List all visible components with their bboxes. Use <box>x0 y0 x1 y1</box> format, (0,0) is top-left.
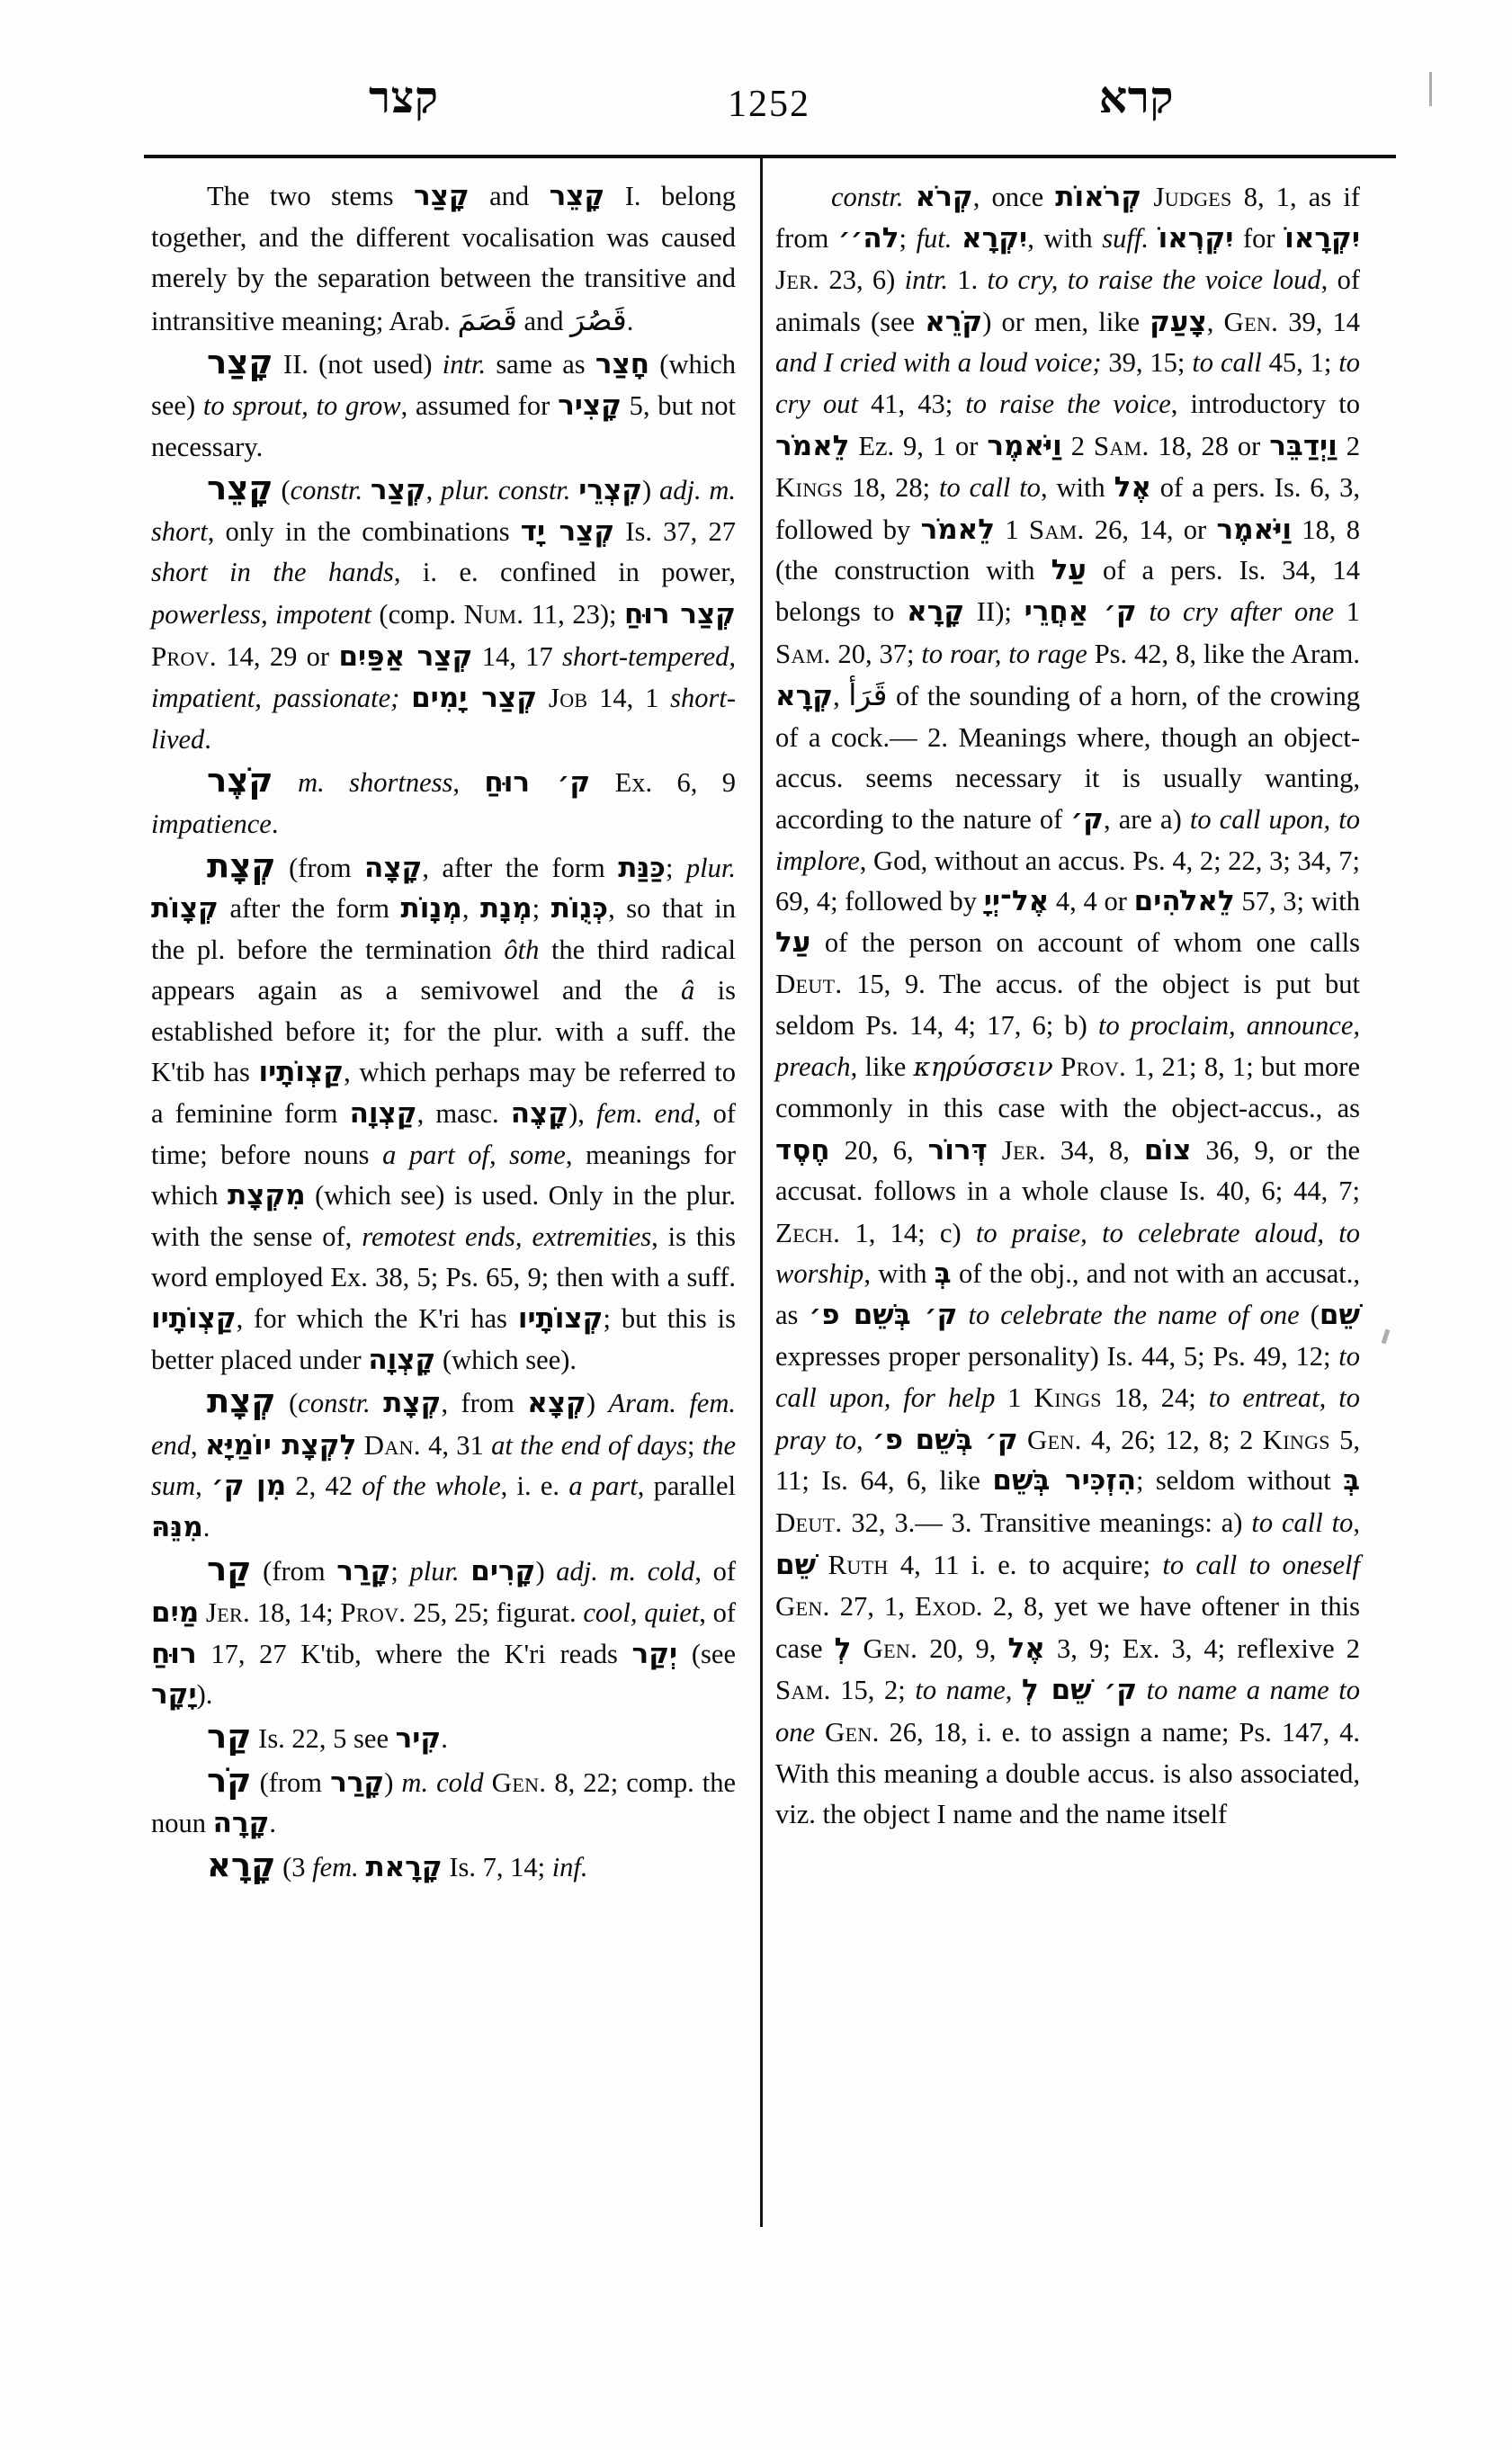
dictionary-entry: קָרָא (3 fem. קָרָאת Is. 7, 14; inf. <box>207 1845 588 1884</box>
italic-gloss: to proclaim, announce, preach <box>775 1009 1360 1083</box>
italic-gloss: to call to <box>1251 1507 1354 1538</box>
italic-gloss: remotest ends, extremities <box>362 1221 652 1252</box>
hebrew-word: ק׳ רוּחַ <box>484 766 591 800</box>
hebrew-word: לה׳׳ <box>837 221 899 255</box>
hebrew-word: חָצַר <box>595 348 650 381</box>
italic-gloss: Aram. fem. end <box>151 1388 736 1461</box>
hebrew-word: וַיֹּאמֶר <box>987 429 1062 462</box>
dictionary-entry: The two stems קָצַר and קָצֵר I. belong together, and the different vocalisation was caused merely by the separation between the transitive and intransitive meaning; Arab. قَصَمَ and قَصُرَ. <box>151 180 736 337</box>
hebrew-word: מִן ק׳ <box>211 1470 287 1503</box>
header-rule <box>144 155 1396 158</box>
italic-gloss: plur. <box>685 852 736 883</box>
book-abbreviation: Jer. <box>1001 1133 1046 1166</box>
book-abbreviation: Kings <box>775 471 844 504</box>
italic-gloss: a part <box>568 1471 638 1502</box>
hebrew-word: מִנֵּהּ <box>151 1511 203 1543</box>
italic-gloss: m. cold <box>401 1766 484 1798</box>
book-abbreviation: Exod. <box>915 1590 983 1623</box>
arabic-word: قَرَأ <box>848 677 888 713</box>
hebrew-word: מְנָת <box>480 892 532 925</box>
hebrew-word: ק׳ שֵׁם לְ <box>1022 1674 1138 1707</box>
italic-gloss: to praise, to celebrate aloud, to worship <box>775 1217 1360 1290</box>
hebrew-word: ק׳ בְּשֵׁם פ׳ <box>872 1423 1018 1456</box>
hebrew-headword: קָרָא <box>207 1845 276 1884</box>
hebrew-word: קָרַר <box>330 1766 385 1799</box>
italic-gloss: short in the hands <box>151 557 394 588</box>
italic-gloss: to roar, to rage <box>921 638 1087 669</box>
hebrew-word: קְצַר אַפַּיִם <box>338 639 473 673</box>
italic-gloss: constr. <box>290 475 363 506</box>
book-abbreviation: Ruth <box>828 1548 889 1580</box>
hebrew-word: מַיִם <box>151 1596 200 1630</box>
hebrew-word: הִזְכִּיר בְּשֵׁם <box>992 1464 1137 1498</box>
hebrew-word: צוֹם <box>1143 1133 1192 1167</box>
dictionary-entry: constr. קְרֹא, once קְרֹאוֹת Judges 8, 1, as if from לה׳׳; fut. יִקְרָא, with suff. יִקְרְאוֹ for יִקְרָאוֹ Jer. 23, 6) intr. 1. to cry, to raise the voice loud, of animals (see קֹרֵא) or men, like צָעַק, Gen. 39, 14 and I cried with a loud voice; 39, 15; to call 45, 1; to cry out 41, 43; to raise the voice, introductory to לֵאמֹר Ez. 9, 1 or וַיֹּאמֶר 2 Sam. 18, 28 or וַיְדַבֵּר 2 Kings 18, 28; to call to, with אֶל of a pers. Is. 6, 3, followed by לֵאמֹר 1 Sam. 26, 14, or וַיֹּאמֶר 18, 8 (the construction with עַל of a pers. Is. 34, 14 belongs to קָרָא II); ק׳ אַחֲרֵי to cry after one 1 Sam. 20, 37; to roar, to rage Ps. 42, 8, like the Aram. קְרָא, قَرَأ of the sounding of a horn, of the crowing of a cock.— 2. Meanings where, though an object-accus. seems necessary it is usually wanting, according to the nature of ק׳, are a) to call upon, to implore, God, without an accus. Ps. 4, 2; 22, 3; 34, 7; 69, 4; followed by אֶל־יְיָ 4, 4 or לֵאלֹהִים 57, 3; with עַל of the person on account of whom one calls Deut. 15, 9. The accus. of the object is put but seldom Ps. 14, 4; 17, 6; b) to proclaim, announce, preach, like κηρύσσειν Prov. 1, 21; 8, 1; but more commonly in this case with the object-accus., as חֶסֶד 20, 6, דְּרוֹר Jer. 34, 8, צוֹם 36, 9, or the accusat. follows in a whole clause Is. 40, 6; 44, 7; Zech. 1, 14; c) to praise, to celebrate aloud, to worship, with בְּ of the obj., and not with an accusat., as ק׳ בְּשֵׁם פ׳ to celebrate the name of one (שֵׁם expresses proper personality) Is. 44, 5; Ps. 49, 12; to call upon, for help 1 Kings 18, 24; to entreat, to pray to, ק׳ בְּשֵׁם פ׳ Gen. 4, 26; 12, 8; 2 Kings 5, 11; Is. 64, 6, like הִזְכִּיר בְּשֵׁם; seldom without בְּ Deut. 32, 3.— 3. Transitive meanings: a) to call to, שֵׁם Ruth 4, 11 i. e. to acquire; to call to oneself Gen. 27, 1, Exod. 2, 8, yet we have oftener in this case לְ Gen. 20, 9, אֶל 3, 9; Ex. 3, 4; reflexive 2 Sam. 15, 2; to name, ק׳ שֵׁם לְ to name a name to one Gen. 26, 18, i. e. to assign a name; Ps. 147, 4. With this meaning a double accus. is also associated, viz. the object I name and the name itself <box>775 181 1361 1830</box>
book-abbreviation: Gen. <box>1223 305 1279 337</box>
book-abbreviation: Prov. <box>1060 1051 1127 1083</box>
italic-gloss: impatience <box>151 808 272 839</box>
hebrew-word: קִצְרֵי <box>578 474 643 507</box>
hebrew-word: בְּ <box>934 1257 952 1291</box>
hebrew-word: ק׳ <box>1070 802 1104 836</box>
book-abbreviation: Sam. <box>1028 513 1085 545</box>
hebrew-word: בְּ <box>1343 1464 1360 1498</box>
hebrew-word: אֶל <box>1114 471 1151 505</box>
hebrew-word: קְצוֹתָיו <box>517 1302 604 1336</box>
book-abbreviation: Deut. <box>775 1507 843 1538</box>
hebrew-word: לֵאלֹהִים <box>1133 885 1235 918</box>
scan-speck <box>1429 72 1432 106</box>
book-abbreviation: Sam. <box>775 637 831 669</box>
italic-gloss: to sprout, to grow <box>202 389 401 421</box>
hebrew-word: דְּרוֹר <box>927 1133 988 1167</box>
book-abbreviation: Prov. <box>340 1596 407 1629</box>
italic-gloss: plur. <box>409 1555 460 1587</box>
column-divider <box>760 158 763 2227</box>
book-abbreviation: Kings <box>1033 1381 1102 1414</box>
italic-gloss: and I cried with a loud voice; <box>775 347 1102 379</box>
italic-gloss: powerless, impotent <box>151 598 371 630</box>
book-abbreviation: Judges <box>1153 181 1232 212</box>
hebrew-headword: קַר <box>207 1549 252 1588</box>
italic-gloss: fem. end <box>596 1098 694 1130</box>
hebrew-word: קְצַר יָמִים <box>411 682 538 715</box>
hebrew-word: שֵׁם <box>1319 1299 1360 1332</box>
italic-gloss: to celebrate the name of one <box>968 1300 1300 1331</box>
hebrew-word: קָצִיר <box>558 389 622 422</box>
hebrew-word: חֶסֶד <box>775 1133 830 1167</box>
hebrew-word: אֶל־יְיָ <box>983 885 1050 918</box>
hebrew-headword: קֹר <box>207 1760 252 1800</box>
hebrew-word: לְ <box>834 1632 852 1665</box>
hebrew-word: קֹרֵא <box>925 305 983 338</box>
hebrew-word: קְרֹא <box>915 181 973 213</box>
italic-gloss: to call to <box>938 472 1041 504</box>
italic-gloss: to cry after one <box>1149 595 1335 627</box>
italic-gloss: at the end of days <box>491 1429 687 1461</box>
hebrew-headword: קְצָת <box>207 845 276 885</box>
italic-gloss: to call to oneself <box>1162 1549 1360 1580</box>
dictionary-entry: קֹצֶר m. shortness, ק׳ רוּחַ Ex. 6, 9 impatience. <box>151 761 737 839</box>
book-abbreviation: Prov. <box>151 639 217 672</box>
hebrew-headword: קָצֵר <box>207 469 273 508</box>
hebrew-word: קִיר <box>395 1721 442 1755</box>
hebrew-word: כְּנֻוֹת <box>550 892 609 925</box>
hebrew-word: צָעַק <box>1150 305 1207 338</box>
book-abbreviation: Deut. <box>775 968 843 1000</box>
italic-gloss: to cry, to raise the voice loud <box>987 264 1321 296</box>
book-abbreviation: Jer. <box>205 1596 251 1629</box>
italic-gloss: to entreat, to pray to <box>775 1382 1360 1455</box>
book-abbreviation: Gen. <box>775 1590 830 1623</box>
page-number: 1252 <box>728 84 810 125</box>
book-abbreviation: Jer. <box>775 264 820 296</box>
running-head-right-headword: קרא <box>1098 73 1174 122</box>
hebrew-word: יִקְרָאוֹ <box>1284 221 1360 255</box>
hebrew-word: קְצָוֹת <box>151 892 219 925</box>
hebrew-word: קָרָה <box>212 1807 270 1840</box>
italic-gloss: to call upon, for help <box>775 1340 1360 1414</box>
right-column <box>775 176 1360 1836</box>
book-abbreviation: Kings <box>1262 1423 1330 1455</box>
hebrew-word: קָצְוָה <box>368 1343 436 1376</box>
italic-gloss: the sum <box>151 1429 737 1502</box>
arabic-word: قَصَمَ <box>457 301 517 337</box>
hebrew-word: ק׳ אַחֲרֵי <box>1024 595 1137 628</box>
left-column <box>151 176 736 1888</box>
hebrew-headword: קַר <box>207 1716 252 1756</box>
book-abbreviation: Gen. <box>491 1766 547 1798</box>
book-abbreviation: Sam. <box>1093 429 1150 461</box>
hebrew-word: קַצְוָה <box>349 1097 417 1131</box>
italic-gloss: m. shortness <box>298 767 453 799</box>
hebrew-word: עַל <box>1051 554 1087 587</box>
italic-gloss: adj. m. cold <box>556 1555 695 1587</box>
hebrew-word: קָרִים <box>470 1554 536 1587</box>
book-abbreviation: Job <box>548 682 588 714</box>
hebrew-word: קָצָה <box>364 851 423 884</box>
hebrew-word: מְנָוֹת <box>400 892 462 925</box>
hebrew-word: קְצַר <box>370 474 426 507</box>
hebrew-word: לֵאמֹר <box>775 429 850 462</box>
dictionary-entry: קֹר (from קָרַר) m. cold Gen. 8, 22; comp. the noun קָרָה. <box>151 1760 736 1840</box>
italic-gloss: constr. <box>298 1388 371 1419</box>
hebrew-headword: קָצַר <box>207 343 273 382</box>
hebrew-word: קָצַר <box>413 180 470 212</box>
hebrew-word: לֵאמֹר <box>920 513 995 546</box>
italic-gloss: a part of, some <box>382 1139 566 1170</box>
hebrew-word: קְרָא <box>775 680 834 713</box>
hebrew-word: קְצָת <box>383 1387 442 1420</box>
hebrew-word: קָרָאת <box>365 1850 443 1883</box>
italic-gloss: of the whole <box>362 1471 501 1502</box>
italic-gloss: ôth <box>504 934 540 965</box>
hebrew-word: קְצַר רוּחַ <box>623 597 737 630</box>
italic-gloss: intr. <box>442 349 487 380</box>
hebrew-word: עַל <box>775 925 811 959</box>
running-head <box>144 73 1394 140</box>
italic-gloss: constr. <box>831 182 904 212</box>
dictionary-entry: קָצֵר (constr. קְצַר, plur. constr. קִצְרֵי) adj. m. short, only in the combinations קְצַר יָד Is. 37, 27 short in the hands, i. e. confined in power, powerless, impotent (comp. Num. 11, 23); קְצַר רוּחַ Prov. 14, 29 or קְצַר אַפַּיִם 14, 17 short-tempered, impatient, passionate; קְצַר יָמִים Job 14, 1 short-lived. <box>151 469 737 755</box>
hebrew-word: קַצְוֹתָיו <box>151 1302 237 1336</box>
italic-gloss: fem. <box>312 1851 359 1882</box>
dictionary-entry: קָצַר II. (not used) intr. same as חָצַר (which see) to sprout, to grow, assumed for קָצִיר 5, but not necessary. <box>151 343 737 462</box>
book-abbreviation: Gen. <box>824 1715 880 1748</box>
italic-gloss: short-tempered, impatient, passionate; <box>151 640 736 714</box>
hebrew-word: וַיֹּאמֶר <box>1216 513 1292 546</box>
italic-gloss: to name a name to one <box>775 1675 1360 1748</box>
hebrew-word: לִקְצָת יוֹמַיָּא <box>204 1428 357 1462</box>
italic-gloss: suff. <box>1102 222 1149 254</box>
hebrew-word: ק׳ בְּשֵׁם פ׳ <box>809 1299 958 1332</box>
hebrew-word: מִקְצָת <box>228 1179 306 1212</box>
arabic-word: قَصُرَ <box>570 301 627 337</box>
hebrew-word: קְרֹאוֹת <box>1055 181 1142 213</box>
hebrew-word: יִקְרְאוֹ <box>1158 221 1234 255</box>
book-abbreviation: Num. <box>463 597 524 630</box>
italic-gloss: to call upon, to implore <box>775 803 1360 876</box>
italic-gloss: fut. <box>916 222 953 254</box>
hebrew-word: אֶל <box>1007 1632 1045 1665</box>
hebrew-word: שֵׁם <box>775 1548 817 1581</box>
italic-gloss: plur. constr. <box>441 475 571 506</box>
dictionary-entry: קַר Is. 22, 5 see קִיר. <box>207 1716 448 1756</box>
hebrew-word: קַצְוֹתָיו <box>258 1056 344 1089</box>
hebrew-word: קָרַר <box>336 1554 391 1587</box>
italic-gloss: adj. m. short <box>151 475 737 547</box>
greek-word: κηρύσσειν <box>913 1051 1053 1083</box>
italic-gloss: to raise the voice <box>965 388 1171 419</box>
hebrew-word: יְקַר <box>631 1637 678 1670</box>
hebrew-headword: קֹצֶר <box>207 761 273 800</box>
running-head-left-headword: קצר <box>369 73 439 122</box>
book-abbreviation: Zech. <box>775 1216 841 1248</box>
italic-gloss: intr. <box>904 264 948 296</box>
book-abbreviation: Gen. <box>863 1632 918 1664</box>
hebrew-headword: קְצָת <box>207 1381 276 1421</box>
hebrew-word: קָצֶה <box>510 1097 569 1131</box>
book-abbreviation: Dan. <box>363 1428 421 1461</box>
italic-gloss: to call <box>1192 347 1262 379</box>
italic-gloss: cool, quiet <box>583 1597 700 1629</box>
dictionary-entry: קַר (from קָרַר; plur. קָרִים) adj. m. cold, of מַיִם Jer. 18, 14; Prov. 25, 25; figurat. cool, quiet, of רוּחַ 17, 27 K'tib, where the K'ri reads יְקַר (see יָקָר). <box>151 1549 736 1712</box>
hebrew-word: קְצַר יָד <box>520 514 615 548</box>
hebrew-word: קָצֵר <box>549 180 605 212</box>
scan-speck <box>1382 1329 1391 1345</box>
italic-gloss: â <box>681 975 695 1006</box>
hebrew-word: רוּחַ <box>151 1637 197 1670</box>
italic-gloss: to name <box>915 1675 1006 1706</box>
italic-gloss: short-lived <box>151 683 736 755</box>
hebrew-word: קְצָא <box>527 1387 586 1420</box>
dictionary-entry: קְצָת (from קָצָה, after the form כַּנַּת; plur. קְצָוֹת after the form מְנָוֹת, מְנָת; כְּנֻוֹת, so that in the pl. before the termination ôth the third radical appears again as a semivowel and the â is established before it; for the plur. with a suff. the K'tib has קַצְוֹתָיו, which perhaps may be referred to a feminine form קַצְוָה, masc. קָצֶה), fem. end, of time; before nouns a part of, some, meanings for which מִקְצָת (which see) is used. Only in the plur. with the sense of, remotest ends, extremities, is this word employed Ex. 38, 5; Ps. 65, 9; then with a suff. קַצְוֹתָיו, for which the K'ri has קְצוֹתָיו; but this is better placed under קָצְוָה (which see). <box>151 845 737 1376</box>
book-abbreviation: Sam. <box>775 1674 831 1706</box>
hebrew-word: וַיְדַבֵּר <box>1269 429 1338 462</box>
hebrew-word: יִקְרָא <box>962 221 1028 255</box>
dictionary-entry: קְצָת (constr. קְצָת, from קְצָא) Aram. fem. end, לִקְצָת יוֹמַיָּא Dan. 4, 31 at the end of days; the sum, מִן ק׳ 2, 42 of the whole, i. e. a part, parallel מִנֵּהּ. <box>151 1381 737 1543</box>
hebrew-word: קָרָא <box>907 595 965 628</box>
hebrew-word: יָקָר <box>151 1678 197 1712</box>
book-abbreviation: Gen. <box>1026 1423 1082 1455</box>
hebrew-word: כַּנַּת <box>618 851 666 884</box>
italic-gloss: inf. <box>551 1851 588 1882</box>
italic-gloss: to cry out <box>775 347 1360 419</box>
